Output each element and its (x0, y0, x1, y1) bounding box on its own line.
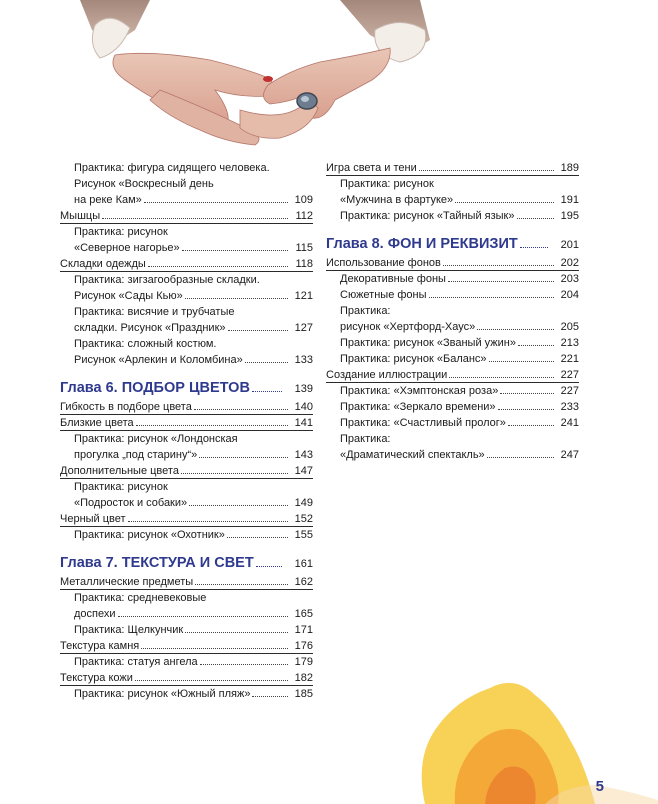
toc-subentry[interactable] (60, 622, 313, 638)
toc-entry-title: Рисунок «Воскресный день (74, 178, 214, 190)
toc-entry-line (74, 606, 313, 622)
toc-page-number: 115 (295, 242, 313, 254)
toc-entry-title: Создание иллюстрации (326, 369, 448, 381)
toc-entry-title: Гибкость в подборе цвета (60, 401, 192, 413)
toc-page-number: 221 (560, 353, 579, 365)
toc-entry-line (60, 670, 313, 686)
toc-page-number: 139 (294, 383, 313, 395)
toc-entry-title: рисунок «Хертфорд-Хаус» (340, 321, 476, 333)
toc-page-number: 109 (294, 194, 313, 206)
toc-page-number: 213 (560, 337, 579, 349)
toc-entry-title: Практика: висячие и трубчатые (74, 306, 235, 318)
toc-entry-line (74, 272, 289, 288)
toc-section-entry[interactable] (326, 255, 579, 271)
toc-entry-line (326, 234, 579, 255)
toc-entry-title: «Подросток и собаки» (74, 497, 188, 509)
toc-entry-title: Глава 8. ФОН И РЕКВИЗИТ (326, 236, 518, 252)
dot-leader (195, 584, 288, 585)
toc-entry-line (60, 399, 313, 415)
toc-entry-line (74, 176, 289, 192)
dot-leader (189, 505, 288, 506)
toc-entry-title: Использование фонов (326, 257, 441, 269)
toc-entry-title: Глава 7. ТЕКСТУРА И СВЕТ (60, 555, 254, 571)
toc-entry-title: Текстура камня (60, 640, 140, 652)
toc-subentry[interactable] (326, 303, 579, 335)
toc-page-number: 203 (560, 273, 579, 285)
toc-entry-line (74, 479, 289, 495)
toc-entry-title: Практика: «Зеркало времени» (340, 401, 496, 413)
toc-section-entry[interactable] (60, 574, 313, 590)
toc-entry-line (326, 367, 579, 383)
toc-entry-title: Практика: рисунок (74, 481, 168, 493)
toc-entry-line (60, 378, 313, 399)
toc-subentry[interactable] (326, 335, 579, 351)
toc-left-column (60, 160, 313, 702)
toc-entry-line (74, 654, 313, 670)
toc-entry-title: Мышцы (60, 210, 101, 222)
toc-subentry[interactable] (326, 431, 579, 463)
toc-page-number: 162 (294, 576, 313, 588)
toc-subentry[interactable] (60, 479, 313, 511)
toc-subentry[interactable] (60, 224, 313, 256)
toc-subentry[interactable] (60, 527, 313, 543)
dot-leader (520, 247, 548, 248)
toc-entry-title: Текстура кожи (60, 672, 133, 684)
page-number: 5 (595, 778, 604, 795)
toc-entry-title: Практика: рисунок (74, 226, 168, 238)
toc-entry-title: Практика: рисунок «Южный пляж» (74, 688, 251, 700)
toc-entry-title: Металлические предметы (60, 576, 194, 588)
toc-section-entry[interactable] (60, 399, 313, 415)
watercolor-splash (395, 650, 658, 804)
toc-entry-line (60, 553, 313, 574)
dot-leader (148, 266, 288, 267)
toc-entry-line (340, 335, 579, 351)
toc-page-number: 127 (294, 322, 313, 334)
toc-entry-line (74, 240, 313, 256)
toc-subentry[interactable] (60, 304, 313, 336)
dot-leader (429, 297, 554, 298)
toc-page-number: 140 (294, 401, 313, 413)
toc-page-number: 171 (294, 624, 313, 636)
toc-page-number: 185 (294, 688, 313, 700)
toc-page-number: 179 (294, 656, 313, 668)
toc-entry-title: Рисунок «Сады Кью» (74, 290, 183, 302)
toc-entry-line (74, 495, 313, 511)
dot-leader (455, 202, 554, 203)
toc-page-number: 112 (295, 210, 313, 222)
toc-entry-line (74, 320, 313, 336)
toc-entry-line (340, 415, 579, 431)
hands-illustration (0, 0, 658, 160)
toc-entry-line (74, 447, 313, 463)
dot-leader (199, 457, 288, 458)
toc-page-number: 247 (560, 449, 579, 461)
dot-leader (256, 566, 282, 567)
toc-entry-line (60, 638, 313, 654)
toc-page-number: 133 (294, 354, 313, 366)
toc-entry-line (60, 463, 313, 479)
toc-entry-line (74, 304, 289, 320)
toc-page-number: 152 (294, 513, 313, 525)
toc-subentry[interactable] (60, 272, 313, 304)
toc-section-entry[interactable] (60, 463, 313, 479)
dot-leader (489, 361, 554, 362)
toc-entry-title: Практика: статуя ангела (74, 656, 198, 668)
toc-page-number: 233 (560, 401, 579, 413)
toc-entry-title: Близкие цвета (60, 417, 134, 429)
dot-leader (498, 409, 554, 410)
dot-leader (118, 616, 288, 617)
toc-entry-title: Практика: «Хэмптонская роза» (340, 385, 499, 397)
toc-subentry[interactable] (326, 176, 579, 208)
toc-subentry[interactable] (326, 415, 579, 431)
toc-page-number: 182 (294, 672, 313, 684)
dot-leader (449, 377, 554, 378)
toc-entry-line (60, 415, 313, 431)
toc-page-number: 189 (560, 162, 579, 174)
toc-chapter-heading[interactable] (326, 234, 579, 255)
toc-entry-line (74, 431, 289, 447)
toc-subentry[interactable] (326, 208, 579, 224)
toc-entry-line (340, 271, 579, 287)
toc-entry-line (60, 256, 313, 272)
toc-entry-title: Дополнительные цвета (60, 465, 179, 477)
dot-leader (245, 362, 288, 363)
dot-leader (135, 680, 288, 681)
toc-entry-title: прогулка „под старину“» (74, 449, 198, 461)
toc-entry-title: Сюжетные фоны (340, 289, 427, 301)
toc-section-entry[interactable] (326, 367, 579, 383)
toc-subentry[interactable] (326, 351, 579, 367)
toc-page-number: 143 (294, 449, 313, 461)
dot-leader (228, 330, 288, 331)
toc-entry-title: Практика: средневековые (74, 592, 207, 604)
chapter-spacer (60, 368, 313, 378)
dot-leader (508, 425, 554, 426)
toc-entry-title: Практика: рисунок (340, 178, 434, 190)
toc-section-entry[interactable] (60, 208, 313, 224)
toc-page-number: 141 (294, 417, 313, 429)
toc-subentry[interactable] (326, 271, 579, 287)
toc-page-number: 227 (560, 369, 579, 381)
toc-entry-line (74, 288, 313, 304)
toc-subentry[interactable] (60, 590, 313, 622)
toc-entry-title: Практика: рисунок «Лондонская (74, 433, 238, 445)
toc-entry-title: «Драматический спектакль» (340, 449, 485, 461)
toc-page-number: 118 (295, 258, 313, 270)
dot-leader (144, 202, 288, 203)
chapter-spacer (326, 224, 579, 234)
toc-page-number: 202 (560, 257, 579, 269)
toc-entry-title: «Мужчина в фартуке» (340, 194, 454, 206)
toc-entry-line (340, 287, 579, 303)
toc-section-entry[interactable] (60, 415, 313, 431)
toc-entry-title: Глава 6. ПОДБОР ЦВЕТОВ (60, 380, 250, 396)
toc-entry-line (74, 224, 289, 240)
toc-entry-line (74, 527, 313, 543)
toc-entry-line (60, 208, 313, 224)
toc-entry-title: на реке Кам» (74, 194, 142, 206)
dot-leader (185, 298, 288, 299)
toc-right-column (326, 160, 579, 463)
toc-page-number: 204 (560, 289, 579, 301)
toc-section-entry[interactable] (60, 511, 313, 527)
dot-leader (141, 648, 288, 649)
toc-subentry[interactable] (326, 383, 579, 399)
dot-leader (443, 265, 554, 266)
toc-subentry[interactable] (60, 336, 313, 368)
toc-chapter-heading[interactable] (60, 553, 313, 574)
toc-entry-title: Практика: (340, 433, 391, 445)
toc-page-number: 176 (294, 640, 313, 652)
toc-page-number: 149 (294, 497, 313, 509)
toc-chapter-heading[interactable] (60, 378, 313, 399)
toc-entry-line (74, 686, 313, 702)
toc-entry-line (340, 399, 579, 415)
dot-leader (102, 218, 288, 219)
toc-page-number: 161 (294, 558, 313, 570)
toc-entry-line (74, 622, 313, 638)
toc-subentry[interactable] (326, 287, 579, 303)
toc-page-number: 195 (560, 210, 579, 222)
toc-entry-title: «Северное нагорье» (74, 242, 180, 254)
toc-entry-line (340, 303, 555, 319)
dot-leader (518, 345, 554, 346)
toc-entry-line (74, 336, 289, 352)
toc-entry-title: Складки одежды (60, 258, 146, 270)
toc-entry-title: Практика: «Счастливый пролог» (340, 417, 506, 429)
toc-section-entry[interactable] (60, 670, 313, 686)
toc-entry-title: Игра света и тени (326, 162, 417, 174)
toc-entry-title: Черный цвет (60, 513, 126, 525)
toc-entry-line (74, 192, 313, 208)
toc-page-number: 205 (560, 321, 579, 333)
toc-entry-line (60, 574, 313, 590)
toc-page-number: 121 (294, 290, 313, 302)
toc-page-number: 191 (560, 194, 579, 206)
dot-leader (252, 391, 282, 392)
dot-leader (227, 537, 288, 538)
toc-subentry[interactable] (60, 654, 313, 670)
toc-entry-title: Практика: рисунок «Званый ужин» (340, 337, 516, 349)
dot-leader (419, 170, 554, 171)
toc-section-entry[interactable] (60, 256, 313, 272)
toc-entry-title: Практика: Щелкунчик (74, 624, 184, 636)
toc-entry-title: Рисунок «Арлекин и Коломбина» (74, 354, 243, 366)
toc-subentry[interactable] (60, 431, 313, 463)
dot-leader (487, 457, 554, 458)
toc-section-entry[interactable] (60, 638, 313, 654)
toc-entry-title: Декоративные фоны (340, 273, 446, 285)
toc-page-number: 165 (294, 608, 313, 620)
toc-subentry[interactable] (60, 160, 313, 208)
toc-entry-title: Практика: фигура сидящего человека. (74, 162, 270, 174)
toc-entry-title: складки. Рисунок «Праздник» (74, 322, 226, 334)
toc-entry-line (340, 192, 579, 208)
toc-entry-line (340, 176, 555, 192)
dot-leader (252, 696, 288, 697)
toc-entry-line (74, 352, 313, 368)
toc-entry-line (340, 208, 579, 224)
dot-leader (182, 250, 288, 251)
toc-entry-line (326, 160, 579, 176)
dot-leader (185, 632, 288, 633)
toc-page-number: 155 (294, 529, 313, 541)
toc-entry-title: Практика: зигзагообразные складки. (74, 274, 260, 286)
dot-leader (194, 409, 288, 410)
toc-page-number: 201 (560, 239, 579, 251)
toc-page-number: 147 (294, 465, 313, 477)
dot-leader (477, 329, 554, 330)
chapter-spacer (60, 543, 313, 553)
toc-entry-line (340, 383, 579, 399)
toc-entry-line (340, 319, 579, 335)
toc-entry-line (74, 590, 289, 606)
dot-leader (448, 281, 554, 282)
toc-entry-line (74, 160, 289, 176)
toc-entry-title: Практика: рисунок «Охотник» (74, 529, 225, 541)
toc-section-entry[interactable] (326, 160, 579, 176)
toc-entry-title: Практика: рисунок «Тайный язык» (340, 210, 515, 222)
toc-subentry[interactable] (326, 399, 579, 415)
toc-page-number: 227 (560, 385, 579, 397)
toc-entry-line (326, 255, 579, 271)
toc-entry-title: Практика: сложный костюм. (74, 338, 217, 350)
dot-leader (128, 521, 288, 522)
toc-entry-line (340, 351, 579, 367)
dot-leader (517, 218, 555, 219)
dot-leader (136, 425, 288, 426)
dot-leader (200, 664, 288, 665)
toc-entry-line (340, 447, 579, 463)
dot-leader (181, 473, 288, 474)
toc-entry-title: доспехи (74, 608, 116, 620)
toc-subentry[interactable] (60, 686, 313, 702)
toc-entry-line (60, 511, 313, 527)
toc-entry-title: Практика: рисунок «Баланс» (340, 353, 487, 365)
toc-entry-line (340, 431, 555, 447)
toc-page-number: 241 (560, 417, 579, 429)
dot-leader (500, 393, 554, 394)
toc-entry-title: Практика: (340, 305, 391, 317)
